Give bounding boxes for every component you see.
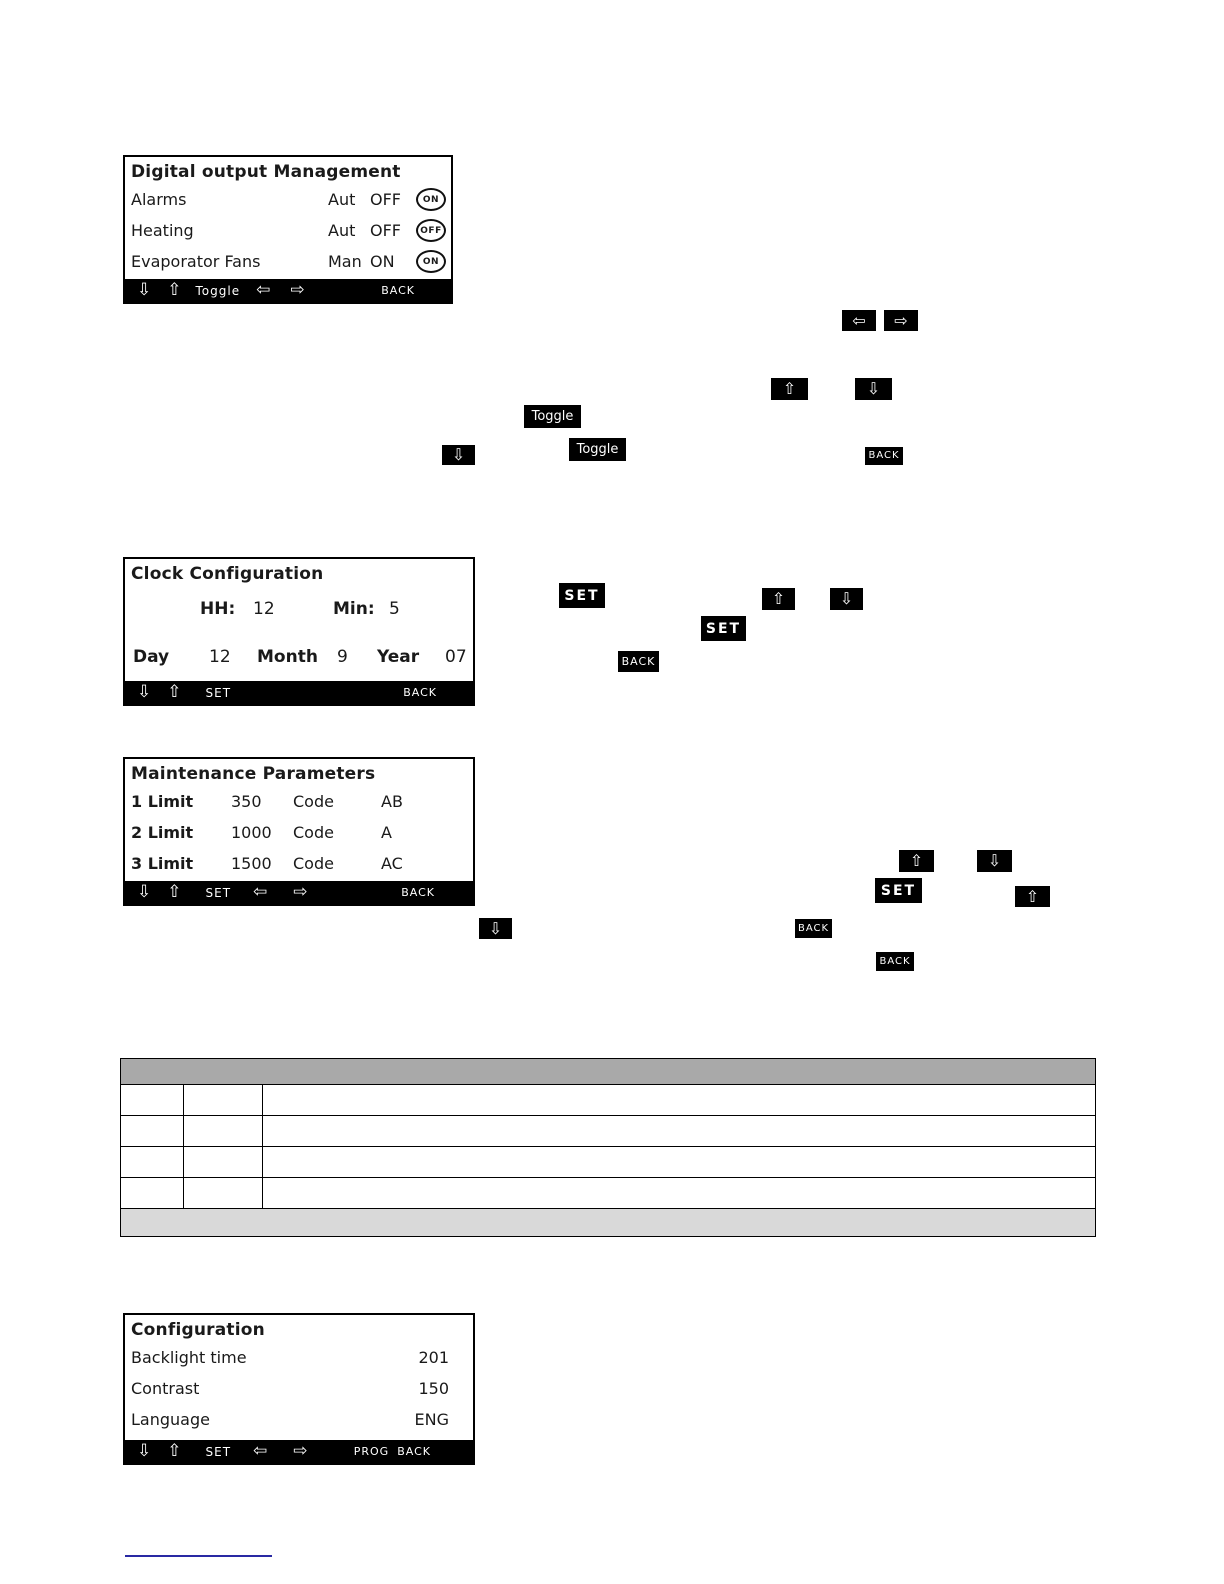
code-value: A [381, 823, 392, 842]
state-badge: OFF [416, 219, 446, 242]
parameters-table [120, 1058, 1096, 1237]
clock-title: Clock Configuration [131, 564, 324, 584]
maintenance-parameters-screen [123, 757, 475, 906]
code-label: Code [293, 823, 334, 842]
state-badge: ON [416, 188, 446, 211]
configuration-screen [123, 1313, 475, 1465]
set-key-icon: SET [875, 878, 922, 903]
table-cell [121, 1178, 184, 1208]
up-arrow-icon: ⇧ [167, 882, 182, 902]
prog-softkey: PROG [353, 1445, 390, 1458]
table-cell [184, 1178, 263, 1208]
limit-value: 1000 [231, 823, 272, 842]
day-value: 12 [209, 647, 231, 667]
output-row-heating [125, 215, 451, 246]
min-value: 5 [389, 599, 400, 619]
left-arrow-icon: ⇦ [253, 1441, 268, 1461]
config-row-language [125, 1404, 473, 1435]
up-arrow-icon: ⇧ [167, 682, 182, 702]
config-row-contrast [125, 1373, 473, 1404]
limit-value: 350 [231, 792, 262, 811]
down-arrow-icon: ⇩ [137, 280, 152, 300]
table-row [121, 1147, 1095, 1178]
output-state: OFF [370, 221, 401, 240]
table-header-row [121, 1059, 1095, 1085]
up-arrow-icon: ⇧ [771, 378, 808, 400]
configuration-title: Configuration [131, 1320, 265, 1340]
table-cell [121, 1116, 184, 1146]
year-label: Year [377, 647, 420, 667]
back-key-icon: BACK [876, 952, 914, 971]
down-arrow-icon: ⇩ [442, 445, 475, 465]
month-label: Month [257, 647, 318, 667]
down-arrow-icon: ⇩ [830, 588, 863, 610]
down-arrow-icon: ⇩ [137, 682, 152, 702]
code-label: Code [293, 854, 334, 873]
table-cell [121, 1085, 184, 1115]
table-row [121, 1116, 1095, 1147]
toggle-key-icon: Toggle [524, 405, 581, 428]
config-label: Language [131, 1410, 210, 1429]
table-cell [263, 1116, 1095, 1146]
back-key-icon: BACK [795, 919, 832, 938]
clock-configuration-screen [123, 557, 475, 706]
code-value: AC [381, 854, 403, 873]
table-cell [184, 1085, 263, 1115]
up-arrow-icon: ⇧ [167, 280, 182, 300]
set-key-icon: SET [701, 616, 746, 641]
back-key-icon: BACK [865, 447, 903, 465]
set-softkey: SET [205, 685, 232, 700]
down-arrow-icon: ⇩ [855, 378, 892, 400]
toggle-key-icon: Toggle [569, 438, 626, 461]
min-label: Min: [333, 599, 375, 619]
left-arrow-icon: ⇦ [842, 310, 876, 331]
output-mode: Aut [328, 221, 356, 240]
up-arrow-icon: ⇧ [762, 588, 795, 610]
code-value: AB [381, 792, 403, 811]
year-value: 07 [445, 647, 467, 667]
output-label: Evaporator Fans [131, 252, 261, 271]
softkey-bar [125, 1440, 473, 1463]
back-softkey: BACK [403, 686, 437, 699]
left-arrow-icon: ⇦ [256, 280, 271, 300]
config-label: Backlight time [131, 1348, 247, 1367]
output-mode: Man [328, 252, 362, 271]
output-label: Alarms [131, 190, 187, 209]
softkey-bar [125, 681, 473, 704]
limit-label: 2 Limit [131, 823, 194, 842]
config-row-backlight [125, 1342, 473, 1373]
hh-value: 12 [253, 599, 275, 619]
output-mode: Aut [328, 190, 356, 209]
down-arrow-icon: ⇩ [479, 918, 512, 939]
down-arrow-icon: ⇩ [137, 882, 152, 902]
up-arrow-icon: ⇧ [899, 850, 934, 872]
table-cell [263, 1147, 1095, 1177]
up-arrow-icon: ⇧ [1015, 886, 1050, 907]
code-label: Code [293, 792, 334, 811]
back-key-icon: BACK [618, 651, 659, 672]
table-cell [263, 1178, 1095, 1208]
back-softkey: BACK [381, 284, 415, 297]
table-footer-row [121, 1209, 1095, 1236]
down-arrow-icon: ⇩ [137, 1441, 152, 1461]
config-value: 150 [418, 1379, 449, 1398]
month-value: 9 [337, 647, 348, 667]
output-state: OFF [370, 190, 401, 209]
table-row [121, 1085, 1095, 1116]
limit-row-3 [125, 848, 473, 879]
right-arrow-icon: ⇨ [290, 280, 305, 300]
maintenance-title: Maintenance Parameters [131, 764, 376, 784]
toggle-softkey: Toggle [195, 283, 241, 298]
right-arrow-icon: ⇨ [293, 1441, 308, 1461]
config-value: 201 [418, 1348, 449, 1367]
back-softkey: BACK [397, 1445, 431, 1458]
limit-label: 3 Limit [131, 854, 194, 873]
config-value: ENG [414, 1410, 449, 1429]
back-softkey: BACK [401, 886, 435, 899]
limit-row-1 [125, 786, 473, 817]
output-state: ON [370, 252, 395, 271]
table-cell [263, 1085, 1095, 1115]
state-badge: ON [416, 250, 446, 273]
table-cell [184, 1147, 263, 1177]
hh-label: HH: [200, 599, 236, 619]
set-softkey: SET [205, 885, 232, 900]
table-cell [121, 1147, 184, 1177]
up-arrow-icon: ⇧ [167, 1441, 182, 1461]
limit-value: 1500 [231, 854, 272, 873]
table-row [121, 1178, 1095, 1209]
limit-label: 1 Limit [131, 792, 194, 811]
digital-output-title: Digital output Management [131, 162, 401, 182]
down-arrow-icon: ⇩ [977, 850, 1012, 872]
output-label: Heating [131, 221, 194, 240]
digital-output-screen [123, 155, 453, 304]
day-label: Day [133, 647, 170, 667]
softkey-bar [125, 881, 473, 904]
left-arrow-icon: ⇦ [253, 882, 268, 902]
output-row-evaporator-fans [125, 246, 451, 277]
set-softkey: SET [205, 1444, 232, 1459]
table-cell [184, 1116, 263, 1146]
right-arrow-icon: ⇨ [884, 310, 918, 331]
config-label: Contrast [131, 1379, 200, 1398]
set-key-icon: SET [559, 583, 605, 608]
limit-row-2 [125, 817, 473, 848]
footnote-divider [125, 1555, 272, 1557]
right-arrow-icon: ⇨ [293, 882, 308, 902]
output-row-alarms [125, 184, 451, 215]
softkey-bar [125, 279, 451, 302]
